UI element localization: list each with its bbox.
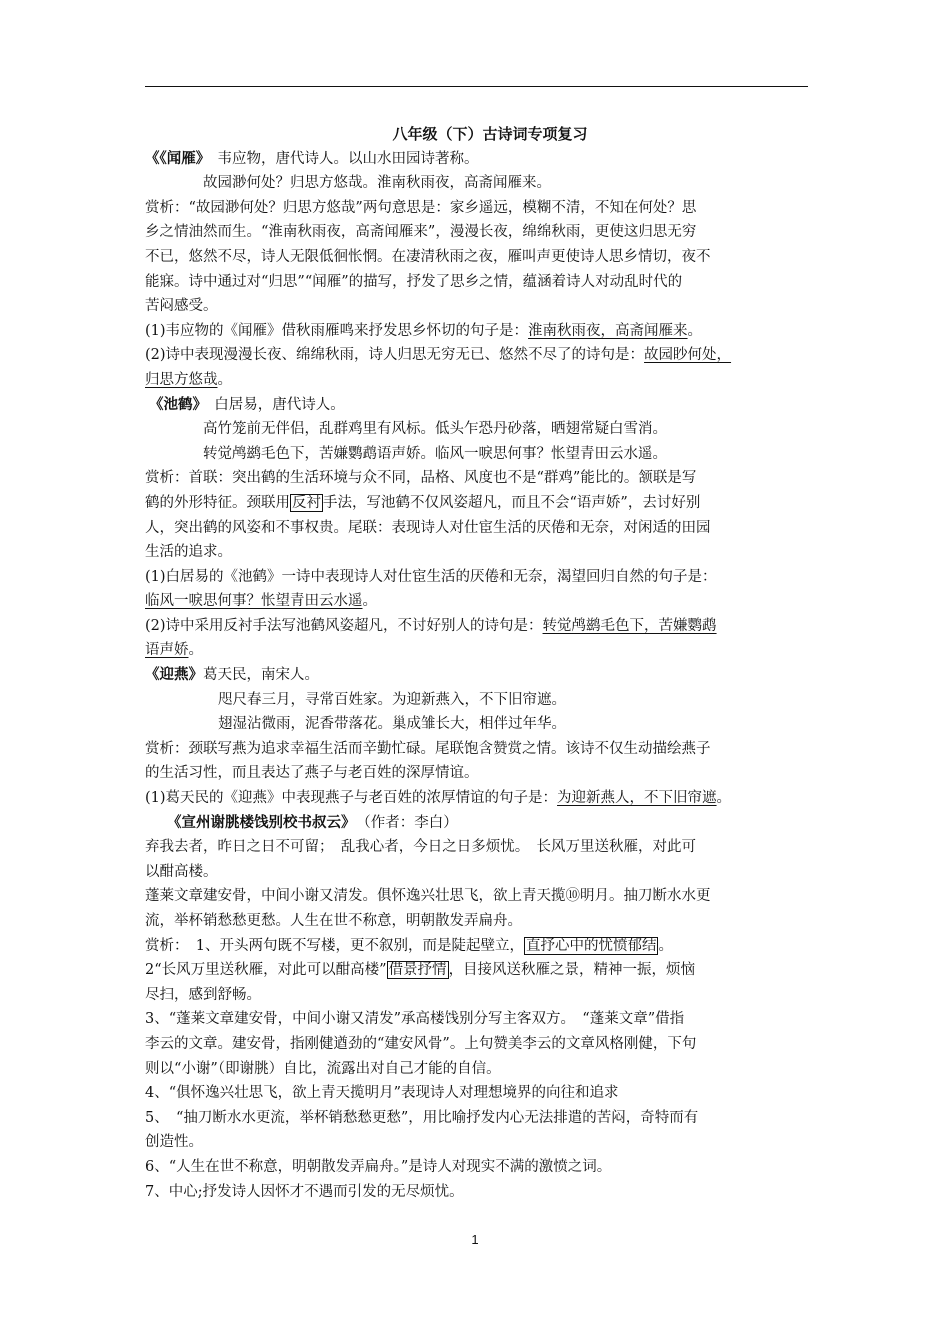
text: 赏析： 1、开头两句既不写楼，更不叙别，而是陡起壁立，	[145, 937, 524, 954]
poem-title: 《宣州谢朓楼饯别校书叔云》	[167, 814, 356, 831]
poem-title: 《《闻雁》	[145, 150, 203, 167]
question-cont	[145, 638, 815, 663]
answer-underlined: 淮南秋雨夜，高斋闻雁来	[528, 322, 688, 339]
boxed-term: 直抒心中的忧愤郁结	[525, 937, 657, 954]
document-title: 八年级（下）古诗词专项复习	[392, 125, 588, 143]
punct: 。	[687, 322, 703, 339]
poem-verse: 咫尺春三月，寻常百姓家。为迎新燕入，不下旧帘遮。	[218, 691, 566, 708]
question-text: (2)诗中表现漫漫长夜、绵绵秋雨，诗人归思无穷无已、悠然不尽了的诗句是：	[145, 347, 645, 364]
text: 2“长风万里送秋雁，对此可以酣高楼”	[145, 962, 387, 979]
header-rule	[145, 86, 808, 87]
poem-line: 以酣高楼。	[145, 863, 218, 880]
note-6: 6、“人生在世不称意，明朝散发弄扁舟。”是诗人对现实不满的激愤之词。	[145, 1158, 612, 1175]
answer-underlined: 故园眇何处，	[644, 347, 732, 364]
punct: 。	[362, 593, 377, 610]
question-text: (1)葛天民的《迎燕》中表现燕子与老百姓的浓厚情谊的句子是：	[145, 790, 558, 807]
answer-underlined: 临风一唳思何事？怅望青田云水遥	[145, 593, 363, 610]
question-cont	[145, 589, 815, 614]
answer-underlined: 转觉鸬鹚毛色下，苦嫌鹦鹉	[542, 617, 717, 634]
poem-title: 《池鹤》	[149, 396, 200, 413]
appreciation-line: 赏析：首联：突出鹤的生活环境与众不同，品格、风度也不是“群鸡”能比的。颔联是写	[145, 470, 697, 487]
poem-line: 蓬莱文章建安骨，中间小谢又清发。俱怀逸兴壮思飞，欲上青天揽⑩明月。抽刀断水水更	[145, 888, 711, 905]
page-number: 1	[471, 1232, 479, 1247]
question-text: (1)韦应物的《闻雁》借秋雨雁鸣来抒发思乡怀切的句子是：	[145, 322, 529, 339]
poem-author: （作者：李白）	[363, 814, 458, 831]
question-cont	[145, 368, 815, 393]
poem-header-yingyan	[145, 663, 815, 688]
text: ，目接风送秋雁之景，精神一振，烦恼	[448, 962, 696, 979]
answer-underlined: 语声娇	[145, 642, 189, 659]
note-7: 7、中心;抒发诗人因怀才不遇而引发的无尽烦忧。	[145, 1183, 464, 1200]
appreciation-line: 的生活习性，而且表达了燕子与老百姓的深厚情谊。	[145, 765, 479, 782]
question: (1)白居易的《池鹤》一诗中表现诗人对仕宦生活的厌倦和无奈，渴望回归自然的句子是：	[145, 568, 717, 585]
poem-author: 葛天民，南宋人。	[203, 667, 319, 684]
poem-line: 流，举杯销愁愁更愁。人生在世不称意，明朝散发弄扁舟。	[145, 913, 522, 929]
punct: 。	[188, 642, 203, 659]
poem-author: 白居易，唐代诗人。	[199, 396, 345, 413]
question	[145, 786, 815, 811]
appreciation-line: 乡之情油然而生。“淮南秋雨夜，高斋闻雁来”，漫漫长夜，绵绵秋雨，更使这归思无穷	[145, 224, 697, 241]
note-3-cont: 李云的文章。建安骨，指刚健遒劲的“建安风骨”。上句赞美李云的文章风格刚健，下句	[145, 1035, 697, 1052]
question	[145, 343, 815, 368]
appreciation-line: 赏析：“故园渺何处？归思方悠哉”两句意思是：家乡遥远，模糊不清，不知在何处？思	[145, 199, 697, 216]
appreciation-line: 能寐。诗中通过对“归思”“闻雁”的描写，抒发了思乡之情，蕴涵着诗人对动乱时代的	[145, 273, 683, 290]
answer-underlined: 为迎新燕人，不下旧帘遮	[557, 790, 717, 807]
poem-header-wenyan	[145, 147, 815, 172]
appreciation-line: 不已，悠然不尽，诗人无限低徊怅惘。在凄清秋雨之夜，雁叫声更使诗人思乡情切，夜不	[145, 248, 711, 265]
answer-underlined: 归思方悠哉	[145, 371, 218, 388]
note-3-cont: 则以“小谢”（即谢朓）自比，流露出对自己才能的自信。	[145, 1060, 501, 1077]
note-1	[145, 934, 815, 959]
note-2	[145, 958, 815, 983]
text: 手法，写池鹤不仅风姿超凡，而且不会“语声娇”，去讨好别	[323, 494, 701, 511]
poem-author: 韦应物，唐代诗人。以山水田园诗著称。	[203, 150, 479, 167]
poem-verse: 翅湿沾微雨，泥香带落花。巢成雏长大，相伴过年华。	[218, 716, 566, 733]
poem-verse: 高竹笼前无伴侣，乱群鸡里有风标。低头乍恐丹砂落，晒翅常疑白雪消。	[203, 421, 667, 438]
note-4: 4、“俱怀逸兴壮思飞，欲上青天揽明月”表现诗人对理想境界的向往和追求	[145, 1085, 619, 1102]
text: 鹤的外形特征。颈联用	[145, 494, 290, 511]
boxed-term: 借景抒情	[388, 962, 447, 979]
appreciation-line: 赏析：颈联写燕为追求幸福生活而辛勤忙碌。尾联饱含赞赏之情。该诗不仅生动描绘燕子	[145, 740, 711, 757]
note-5: 5、 “抽刀断水水更流，举杯销愁愁更愁”，用比喻抒发内心无法排遣的苦闷，奇特而有	[145, 1109, 699, 1126]
note-3: 3、“蓬莱文章建安骨，中间小谢又清发”承高楼饯别分写主客双方。 “蓬莱文章”借指	[145, 1011, 685, 1028]
appreciation-line: 苦闷感受。	[145, 298, 218, 315]
poem-line: 弃我去者，昨日之日不可留； 乱我心者，今日之日多烦忧。 长风万里送秋雁，对此可	[145, 839, 696, 856]
appreciation-line	[145, 491, 815, 516]
punct: 。	[217, 371, 232, 388]
note-2-cont: 尽扫，感到舒畅。	[145, 986, 261, 1003]
poem-title: 《迎燕》	[145, 667, 203, 684]
document-body	[145, 122, 815, 1204]
poem-header-xuanzhou	[145, 811, 815, 836]
boxed-term: 反衬	[292, 494, 321, 511]
poem-verse: 转觉鸬鹚毛色下，苦嫌鹦鹉语声娇。临风一唳思何事？怅望青田云水遥。	[203, 445, 667, 462]
appreciation-line: 生活的追求。	[145, 544, 232, 561]
appreciation-line: 人，突出鹤的风姿和不事权贵。尾联：表现诗人对仕宦生活的厌倦和无奈，对闲适的田园	[145, 519, 711, 536]
note-5-cont: 创造性。	[145, 1134, 203, 1151]
question	[145, 319, 815, 344]
punct: 。	[658, 937, 673, 954]
question	[145, 614, 815, 639]
poem-header-chihe	[145, 393, 815, 418]
punct: 。	[716, 790, 732, 807]
question-text: (2)诗中采用反衬手法写池鹤风姿超凡，不讨好别人的诗句是：	[145, 617, 543, 634]
poem-verse: 故园渺何处？归思方悠哉。淮南秋雨夜，高斋闻雁来。	[203, 175, 551, 192]
